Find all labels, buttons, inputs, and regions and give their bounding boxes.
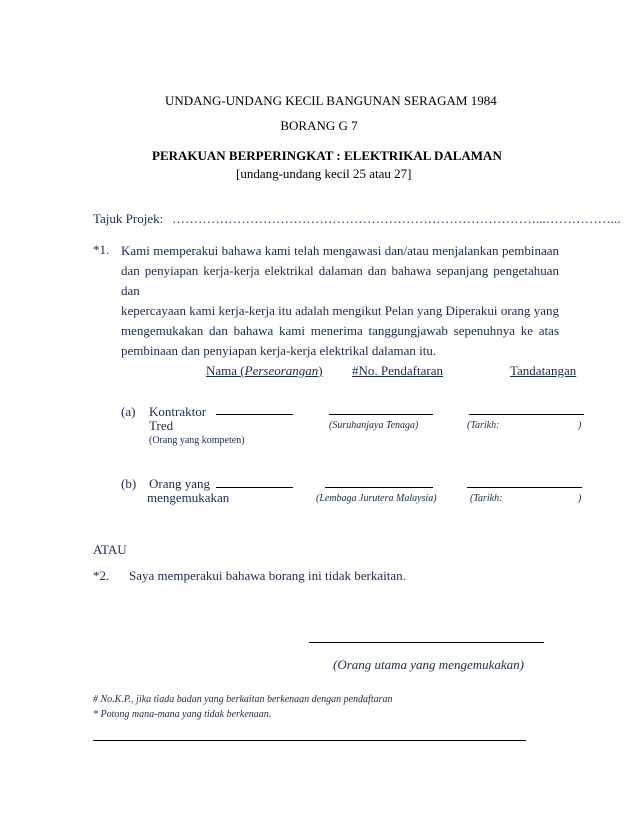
clause-1-text bbox=[121, 241, 559, 361]
column-name-italic: Perseorangan bbox=[244, 363, 319, 378]
row-a-regno-field[interactable] bbox=[329, 414, 433, 415]
row-a-name-field[interactable] bbox=[216, 414, 293, 415]
bylaw-reference: [undang-undang kecil 25 atau 27] bbox=[236, 166, 412, 181]
or-label: ATAU bbox=[93, 542, 127, 557]
row-a-label-line1: Kontraktor bbox=[149, 404, 207, 419]
row-b-label-line1: Orang yang bbox=[149, 476, 211, 491]
principal-signature-field[interactable] bbox=[309, 642, 544, 643]
column-signature-heading: Tandatangan bbox=[510, 363, 577, 378]
project-title-label: Tajuk Projek: bbox=[93, 211, 164, 226]
row-a-signature-field[interactable] bbox=[469, 414, 584, 415]
clause-1-line: Kami memperakui bahawa kami telah mengawasi dan/atau menjalankan pembinaan bbox=[121, 243, 559, 258]
column-regno-heading: #No. Pendaftaran bbox=[352, 363, 443, 378]
row-a-date-close: ) bbox=[578, 420, 582, 431]
row-a-note: (Orang yang kompeten) bbox=[149, 435, 245, 446]
clause-1-line: pembinaan dan penyiapan kerja-kerja elektrikal dalaman itu. bbox=[121, 343, 437, 358]
row-b-date-label: (Tarikh: bbox=[470, 493, 503, 504]
column-name-heading bbox=[206, 363, 323, 379]
row-a-label-line2: Tred bbox=[149, 418, 174, 433]
clause-1-line: dan penyiapan kerja-kerja elektrikal dalaman dan bahawa sepanjang pengetahuan dan bbox=[121, 263, 559, 298]
row-b-name-field[interactable] bbox=[216, 487, 293, 488]
row-a-date-label: (Tarikh: bbox=[467, 420, 500, 431]
form-number: BORANG G 7 bbox=[280, 118, 358, 133]
form-title: PERAKUAN BERPERINGKAT : ELEKTRIKAL DALAMAN bbox=[152, 148, 502, 163]
column-name-pre: Nama ( bbox=[206, 363, 245, 378]
row-b-regno-field[interactable] bbox=[325, 487, 433, 488]
principal-label: (Orang utama yang mengemukakan) bbox=[333, 657, 524, 672]
act-title: UNDANG-UNDANG KECIL BANGUNAN SERAGAM 1984 bbox=[165, 93, 497, 108]
row-a-authority: (Suruhanjaya Tenaga) bbox=[329, 420, 419, 431]
row-a-marker: (a) bbox=[121, 404, 136, 419]
bottom-rule bbox=[93, 740, 526, 741]
clause-2-text: Saya memperakui bahawa borang ini tidak berkaitan. bbox=[129, 568, 406, 583]
clause-1-line: mengemukakan dan bahawa kami menerima tanggungjawab sepenuhnya ke atas bbox=[121, 323, 559, 338]
row-b-date-close: ) bbox=[578, 493, 582, 504]
clause-2-number: *2. bbox=[93, 568, 110, 583]
row-b-label-line2: mengemukakan bbox=[147, 490, 230, 505]
row-b-authority: (Lembaga Jurutera Malaysia) bbox=[316, 493, 437, 504]
clause-1-line: kepercayaan kami kerja-kerja itu adalah mengikut Pelan yang Diperakui orang yang bbox=[121, 303, 559, 318]
clause-1-number: *1. bbox=[93, 242, 110, 257]
row-b-marker: (b) bbox=[121, 476, 137, 491]
column-name-post: ) bbox=[318, 363, 323, 378]
row-b-signature-field[interactable] bbox=[467, 487, 582, 488]
footnote-strike: * Potong mana-mana yang tidak berkenaan. bbox=[93, 709, 272, 720]
project-title-field[interactable]: …………………………………………………………………………...……………... bbox=[172, 211, 621, 226]
footnote-registration: # No.K.P., jika tiada badan yang berkaitan berkenaan dengan pendaftaran bbox=[93, 694, 393, 705]
